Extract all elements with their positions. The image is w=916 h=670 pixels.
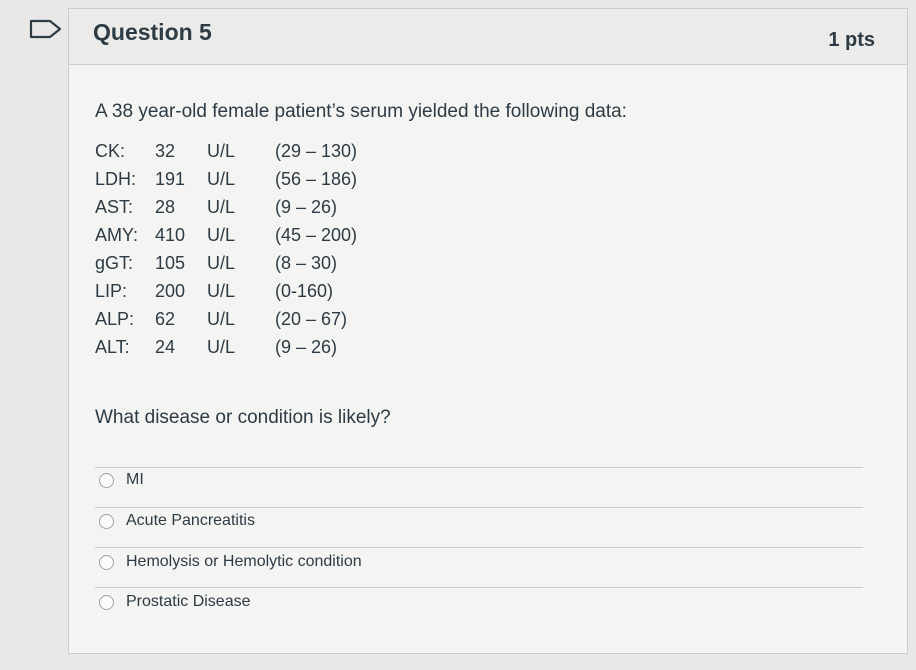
lab-name: LDH: xyxy=(95,168,137,189)
radio-button-icon[interactable] xyxy=(99,555,114,570)
answer-label: MI xyxy=(126,471,144,488)
lab-name: LIP: xyxy=(95,280,128,301)
lab-results-table xyxy=(95,137,357,361)
lab-range: (0-160) xyxy=(275,280,334,301)
lab-range: (56 – 186) xyxy=(275,168,358,189)
lab-name: ALT: xyxy=(95,336,130,357)
lab-unit: U/L xyxy=(207,140,236,161)
lab-name: AST: xyxy=(95,196,134,217)
lab-value: 28 xyxy=(155,196,176,217)
lab-unit: U/L xyxy=(207,252,236,273)
lab-row xyxy=(95,193,357,221)
lab-value: 410 xyxy=(155,224,186,245)
lab-row xyxy=(95,249,357,277)
lab-name: CK: xyxy=(95,140,126,161)
lab-value: 62 xyxy=(155,308,176,329)
lab-range: (20 – 67) xyxy=(275,308,348,329)
question-card xyxy=(68,8,908,654)
answer-divider xyxy=(95,547,863,548)
lab-unit: U/L xyxy=(207,196,236,217)
answer-option-mi[interactable] xyxy=(99,471,144,489)
question-header xyxy=(69,9,907,65)
lab-range: (29 – 130) xyxy=(275,140,358,161)
lab-row xyxy=(95,277,357,305)
lab-value: 200 xyxy=(155,280,186,301)
question-points: 1 pts xyxy=(828,29,875,51)
flag-question-icon[interactable] xyxy=(28,18,64,40)
question-intro: A 38 year-old female patient’s serum yielded the following data: xyxy=(95,101,627,122)
answer-option-prostatic-disease[interactable] xyxy=(99,593,251,611)
lab-range: (9 – 26) xyxy=(275,196,338,217)
answer-label: Hemolysis or Hemolytic condition xyxy=(126,553,362,570)
lab-row xyxy=(95,165,357,193)
radio-button-icon[interactable] xyxy=(99,595,114,610)
answer-option-acute-pancreatitis[interactable] xyxy=(99,512,255,530)
question-body xyxy=(95,101,887,361)
lab-range: (45 – 200) xyxy=(275,224,358,245)
lab-row xyxy=(95,305,357,333)
lab-row xyxy=(95,137,357,165)
lab-value: 105 xyxy=(155,252,186,273)
lab-value: 32 xyxy=(155,140,176,161)
answer-divider xyxy=(95,507,863,508)
lab-unit: U/L xyxy=(207,336,236,357)
question-title: Question 5 xyxy=(93,19,212,45)
answer-label: Acute Pancreatitis xyxy=(126,512,255,529)
lab-unit: U/L xyxy=(207,224,236,245)
lab-range: (9 – 26) xyxy=(275,336,338,357)
lab-name: gGT: xyxy=(95,252,134,273)
lab-row xyxy=(95,221,357,249)
answer-divider xyxy=(95,587,863,588)
lab-value: 191 xyxy=(155,168,186,189)
lab-unit: U/L xyxy=(207,280,236,301)
answer-option-hemolysis[interactable] xyxy=(99,553,362,571)
lab-unit: U/L xyxy=(207,168,236,189)
lab-name: AMY: xyxy=(95,224,139,245)
lab-name: ALP: xyxy=(95,308,135,329)
answer-label: Prostatic Disease xyxy=(126,593,251,610)
question-prompt: What disease or condition is likely? xyxy=(95,407,391,428)
lab-row xyxy=(95,333,357,361)
radio-button-icon[interactable] xyxy=(99,514,114,529)
lab-range: (8 – 30) xyxy=(275,252,338,273)
lab-value: 24 xyxy=(155,336,176,357)
lab-unit: U/L xyxy=(207,308,236,329)
radio-button-icon[interactable] xyxy=(99,473,114,488)
answers-top-divider xyxy=(95,467,863,468)
